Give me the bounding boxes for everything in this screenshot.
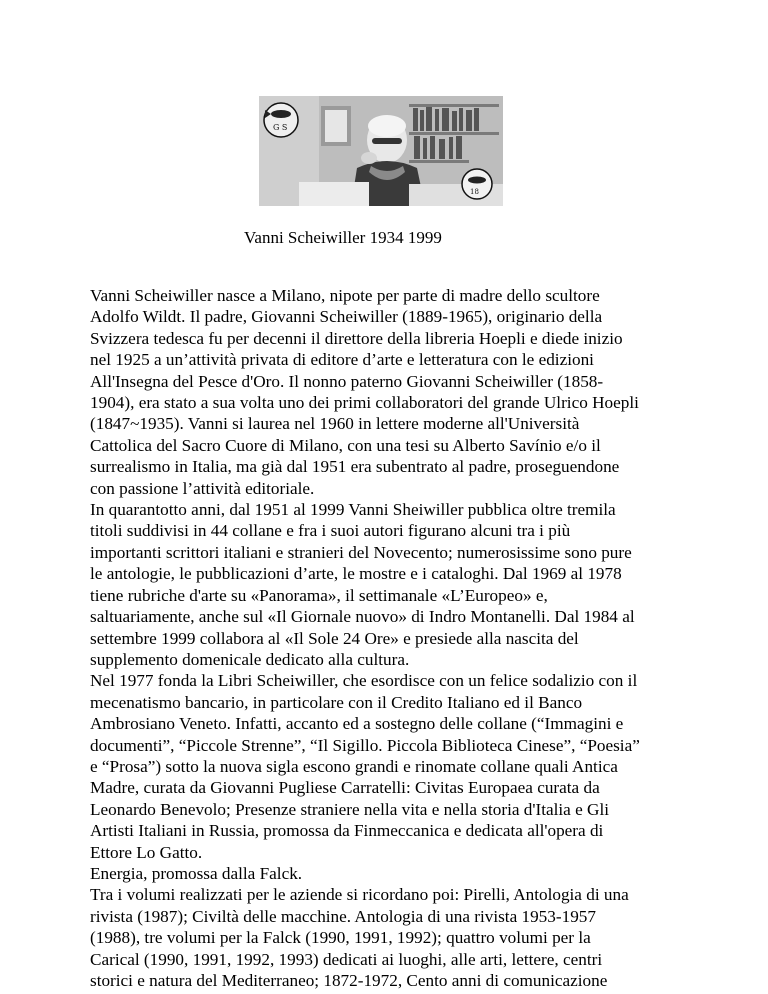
portrait-photo [259,96,503,206]
biography-text [90,285,690,991]
paragraph: Tra i volumi realizzati per le aziende si ricordano poi: Pirelli, Antologia di una rivista (1987); Civiltà delle macchine. Antologia di una rivista 1953-1957 (1988), tre volumi per la Falck (1990, 1991, 1992); quattro volumi per la Carical (1990, 1991, 1992, 1993) dedicati ai luoghi, alle arti, lettere, centri storici e natura del Mediterraneo; 1872-1972, Cento anni di comunicazione [90,885,629,990]
svg-text:18: 18 [470,188,479,196]
paragraph: Vanni Scheiwiller nasce a Milano, nipote per parte di madre dello scultore Adolfo Wildt. Il padre, Giovanni Scheiwiller (1889-1965), originario della Svizzera tedesca fu per decenni il direttore della libreria Hoepli e diede inizio nel 1925 a un’attività privata di editore d’arte e letteratura con le edizioni All'Insegna del Pesce d'Oro. Il nonno paterno Giovanni Scheiwiller (1858- 1904), era stato a sua volta uno dei primi collaboratori del grande Ulrico Hoepli (1847~1935). Vanni si laurea nel 1960 in lettere moderne all'Università Cattolica del Sacro Cuore di Milano, con una tesi su Alberto Savínio e/o il surrealismo in Italia, ma già dal 1951 era subentrato al padre, proseguendone con passione l’attività editoriale. [90,286,639,498]
paragraph: Nel 1977 fonda la Libri Scheiwiller, che esordisce con un felice sodalizio con il mecenatismo bancario, in particolare con il Credito Italiano ed il Banco Ambrosiano Veneto. Infatti, accanto ed a sostegno delle collane (“Immagini e documenti”, “Piccole Strenne”, “Il Sigillo. Piccola Biblioteca Cinese”, “Poesia” e “Prosa”) sotto la nuova sigla escono grandi e rinomate collane quali Antica Madre, curata da Giovanni Pugliese Carratelli: Civitas Europaea curata da Leonardo Benevolo; Presenze straniere nella vita e nella storia d'Italia e Gli Artisti Italiani in Russia, promossa da Finmeccanica e dedicata all'opera di Ettore Lo Gatto. [90,671,640,862]
svg-text:G S: G S [273,123,288,132]
paragraph: In quarantotto anni, dal 1951 al 1999 Vanni Sheiwiller pubblica oltre tremila titoli suddivisi in 44 collane e fra i suoi autori figurano alcuni tra i più importanti scrittori italiani e stranieri del Novecento; numerosissime sono pure le antologie, le pubblicazioni d’arte, le mostre e i cataloghi. Dal 1969 al 1978 tiene rubriche d'arte su «Panorama», il settimanale «L’Europeo» e, saltuariamente, anche sul «Il Giornale nuovo» di Indro Montanelli. Dal 1984 al settembre 1999 collabora al «Il Sole 24 Ore» e presiede alla nascita del supplemento domenicale dedicato alla cultura. [90,500,635,669]
paragraph: Energia, promossa dalla Falck. [90,863,303,883]
photo-caption: Vanni Scheiwiller 1934 1999 [244,228,442,247]
